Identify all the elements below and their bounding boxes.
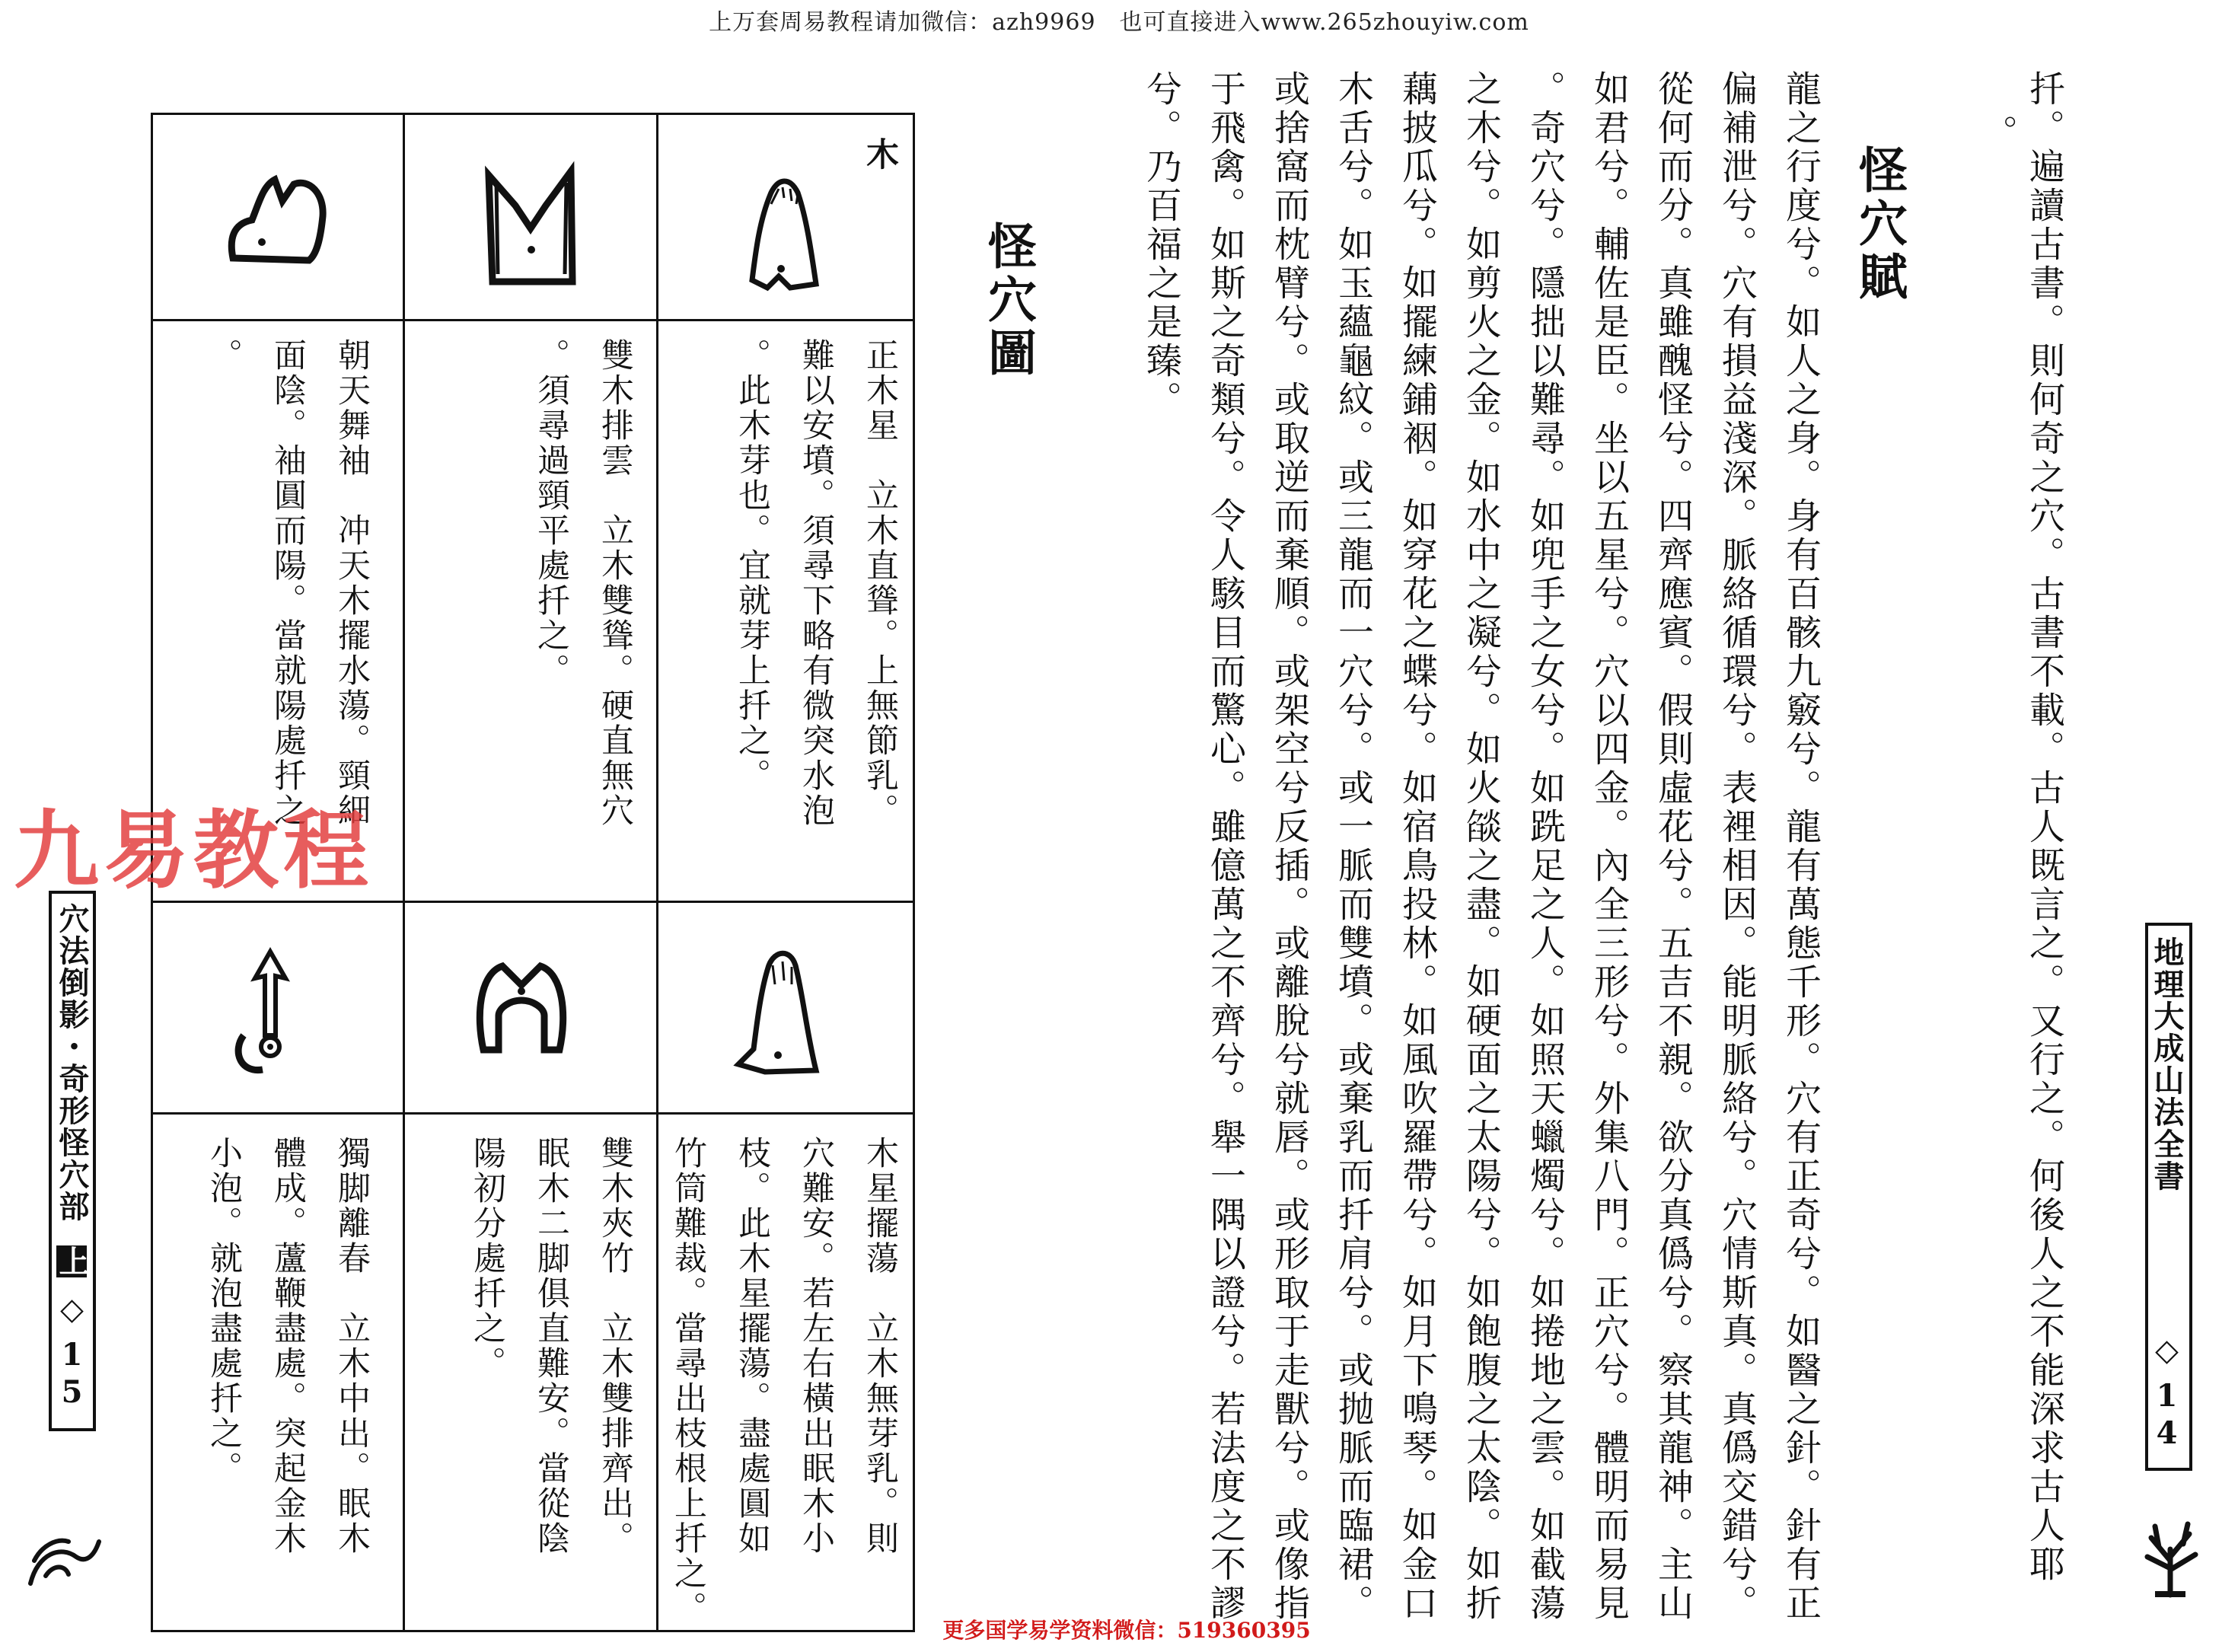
table-divider bbox=[153, 1112, 913, 1115]
table-divider bbox=[403, 115, 405, 1630]
cell-text-du-jiao-li-chun-3: 小泡。就泡盡處扦之。 bbox=[205, 1136, 243, 1486]
zheng-mu-xing-figure bbox=[737, 174, 828, 295]
cell-text-shuang-mu-jia-zhu-3: 陽初分處扦之。 bbox=[468, 1136, 506, 1381]
body-column-10: 于飛禽。如斯之奇類兮。令人駭目而驚心。雖億萬之不齊兮。舉一隅以證兮。若法度之不謬 bbox=[1204, 70, 1246, 1623]
side-label: 穴法倒影・奇形怪穴部 bbox=[54, 903, 90, 1223]
cell-text-chao-tian-wu-xiu-1: 朝天舞袖 冲天木擺水蕩。頸細 bbox=[333, 338, 371, 828]
cell-text-mu-xing-bai-dang-2: 穴難安。若左右橫出眠木小 bbox=[797, 1136, 835, 1556]
cell-text-shuang-mu-jia-zhu-1: 雙木夾竹 立木雙排齊出。 bbox=[596, 1136, 634, 1556]
body-column-4: 如君兮。輔佐是臣。坐以五星兮。穴以四金。內全三形兮。外集八門。正穴兮。體明而易見 bbox=[1588, 70, 1630, 1623]
intro-column-1: 扦。遍讀古書。則何奇之穴。古書不載。古人既言之。又行之。何後人之不能深求古人耶 bbox=[2023, 70, 2065, 1584]
page-number-left: 15 bbox=[54, 1337, 90, 1411]
table-heading: 木 bbox=[861, 137, 899, 172]
body-column-5: 。奇穴兮。隱拙以難尋。如兜手之女兮。如跣足之人。如照天蠟燭兮。如捲地之雲。如截蕩 bbox=[1524, 70, 1566, 1623]
cell-text-shuang-mu-pai-yun-2: 。須尋過頸平處扦之。 bbox=[532, 338, 570, 688]
body-column-1: 龍之行度兮。如人之身。身有百骸九竅兮。龍有萬態千形。穴有正奇兮。如醫之針。針有正 bbox=[1780, 70, 1822, 1623]
cell-text-mu-xing-bai-dang-1: 木星擺蕩 立木無芽乳。則 bbox=[861, 1136, 899, 1556]
diamond-icon: ◇ bbox=[2149, 1332, 2185, 1370]
cell-text-chao-tian-wu-xiu-2: 面陰。袖圓而陽。當就陽處扦之 bbox=[269, 338, 307, 828]
cell-text-chao-tian-wu-xiu-3: 。 bbox=[205, 338, 243, 373]
mu-xing-bai-dang-figure bbox=[731, 942, 830, 1080]
section-title-guaixuefu: 怪穴賦 bbox=[1851, 145, 1908, 305]
body-column-3: 從何而分。真雖醜怪兮。四齊應賓。假則虛花兮。五吉不親。欲分真僞兮。察其龍神。主山 bbox=[1652, 70, 1694, 1623]
body-column-9: 或捨窩而枕臂兮。或取逆而棄順。或架空兮反插。或離脫兮就唇。或形取于走獸兮。或像指 bbox=[1268, 70, 1310, 1623]
du-jiao-li-chun-figure bbox=[228, 944, 312, 1081]
cell-text-zheng-mu-xing-2: 難以安墳。須尋下略有微突水泡 bbox=[797, 338, 835, 828]
table-divider bbox=[656, 115, 658, 1630]
cell-text-mu-xing-bai-dang-3: 枝。此木星擺蕩。盡處圓如 bbox=[733, 1136, 771, 1556]
body-column-6: 之木兮。如剪火之金。如水中之凝兮。如火燄之盡。如硬面之太陽兮。如飽腹之太陰。如折 bbox=[1460, 70, 1502, 1623]
tree-ornament-icon bbox=[2136, 1515, 2205, 1599]
cell-text-zheng-mu-xing-3: 。此木芽也。宜就芽上扦之。 bbox=[733, 338, 771, 793]
cell-text-shuang-mu-pai-yun-1: 雙木排雲 立木雙聳。硬直無穴 bbox=[596, 338, 634, 828]
body-column-2: 偏補泄兮。穴有損益淺深。脈絡循環兮。表裡相因。能明脈絡兮。穴情斯真。真僞交錯兮。 bbox=[1716, 70, 1758, 1623]
cell-text-mu-xing-bai-dang-4: 竹筒難裁。當尋出枝根上扦之。 bbox=[669, 1136, 707, 1626]
header-promo-text: 上万套周易教程请加微信：azh9969 也可直接进入www.265zhouyiw.com bbox=[709, 9, 1529, 36]
body-column-7: 藕披瓜兮。如擺練鋪裀。如穿花之蝶兮。如宿鳥投林。如風吹羅帶兮。如月下鳴琴。如金口 bbox=[1396, 70, 1438, 1623]
section-title-guaixuetu: 怪穴圖 bbox=[980, 221, 1037, 381]
shuang-mu-pai-yun-figure bbox=[481, 160, 580, 289]
footer-promo-text: 更多国学易学资料微信：519360395 bbox=[942, 1618, 1311, 1643]
corner-ornament-icon bbox=[23, 1530, 107, 1599]
cell-text-shuang-mu-jia-zhu-2: 眠木二脚俱直難安。當從陰 bbox=[532, 1136, 570, 1556]
cell-text-du-jiao-li-chun-1: 獨脚離春 立木中出。眠木 bbox=[333, 1136, 371, 1556]
running-title: 地理大成山法全書 bbox=[2149, 936, 2185, 1192]
cell-text-zheng-mu-xing-1: 正木星 立木直聳。上無節乳。 bbox=[861, 338, 899, 828]
shuang-mu-jia-zhu-figure bbox=[472, 955, 571, 1061]
diamond-icon: ◇ bbox=[54, 1291, 90, 1328]
page-number-right: 14 bbox=[2149, 1378, 2185, 1453]
body-column-11: 兮。乃百福之是臻。 bbox=[1140, 70, 1182, 419]
table-divider bbox=[153, 319, 913, 321]
intro-column-2: 。 bbox=[1976, 114, 2018, 153]
body-column-8: 木舌兮。如玉蘊龜紋。或三龍而一穴兮。或一脈而雙墳。或棄乳而扦肩兮。或抛脈而臨裙。 bbox=[1332, 70, 1374, 1623]
chao-tian-wu-xiu-figure bbox=[225, 171, 332, 269]
side-volume-label: 上 bbox=[54, 1245, 90, 1277]
watermark-text: 九易教程 bbox=[14, 802, 373, 901]
cell-text-du-jiao-li-chun-2: 體成。蘆鞭盡處。突起金木 bbox=[269, 1136, 307, 1556]
